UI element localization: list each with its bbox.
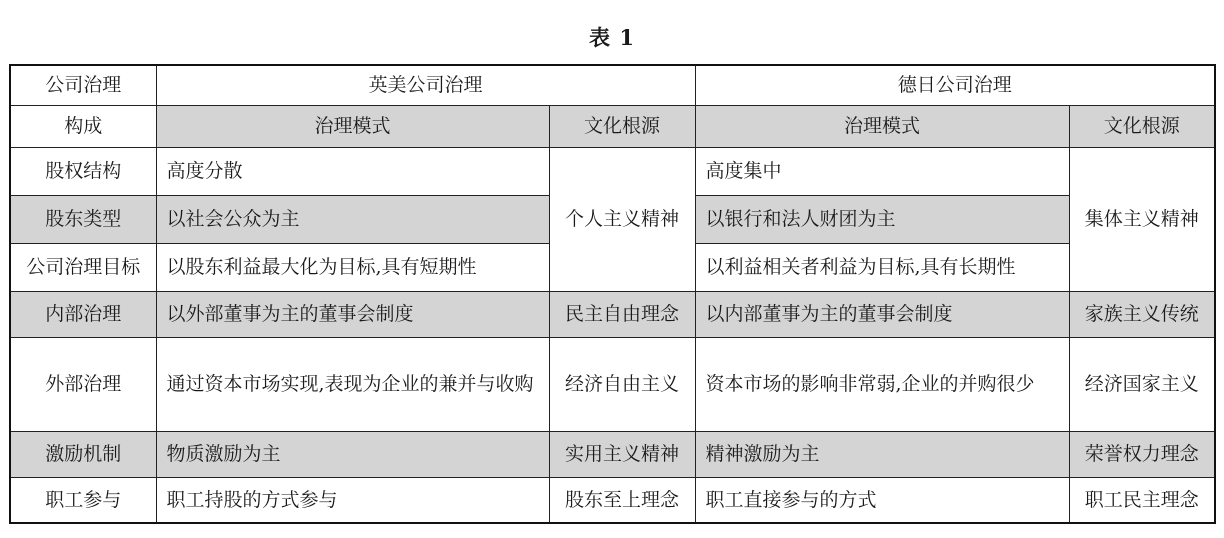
anglo-culture-cell: 股东至上理念 <box>549 477 695 523</box>
anglo-culture-cell: 民主自由理念 <box>549 291 695 337</box>
german-mode-cell: 以利益相关者利益为目标,具有长期性 <box>695 243 1069 291</box>
anglo-mode-cell: 以社会公众为主 <box>156 195 549 243</box>
anglo-culture-cell: 经济自由主义 <box>549 337 695 431</box>
anglo-mode-cell: 通过资本市场实现,表现为企业的兼并与收购 <box>156 337 549 431</box>
row-label: 外部治理 <box>10 337 156 431</box>
group-header-anglo: 英美公司治理 <box>156 65 695 105</box>
german-mode-cell: 资本市场的影响非常弱,企业的并购很少 <box>695 337 1069 431</box>
subheader-german-culture: 文化根源 <box>1069 105 1215 147</box>
row-label-header-bottom: 构成 <box>10 105 156 147</box>
anglo-mode-cell: 高度分散 <box>156 147 549 195</box>
german-culture-cell: 职工民主理念 <box>1069 477 1215 523</box>
german-culture-cell: 经济国家主义 <box>1069 337 1215 431</box>
row-label: 职工参与 <box>10 477 156 523</box>
german-culture-merged-cell: 集体主义精神 <box>1069 147 1215 291</box>
header-row-2 <box>10 105 1215 147</box>
subheader-anglo-culture: 文化根源 <box>549 105 695 147</box>
table-row <box>10 337 1215 431</box>
row-label: 内部治理 <box>10 291 156 337</box>
table-caption: 表 1 <box>589 25 635 50</box>
table-row <box>10 431 1215 477</box>
row-label-header-top: 公司治理 <box>10 65 156 105</box>
german-mode-cell: 以银行和法人财团为主 <box>695 195 1069 243</box>
table-row <box>10 147 1215 195</box>
table-row <box>10 477 1215 523</box>
german-mode-cell: 职工直接参与的方式 <box>695 477 1069 523</box>
german-mode-cell: 高度集中 <box>695 147 1069 195</box>
anglo-mode-cell: 职工持股的方式参与 <box>156 477 549 523</box>
german-culture-cell: 家族主义传统 <box>1069 291 1215 337</box>
table-row <box>10 291 1215 337</box>
header-row-1 <box>10 65 1215 105</box>
anglo-mode-cell: 以外部董事为主的董事会制度 <box>156 291 549 337</box>
group-header-german: 德日公司治理 <box>695 65 1215 105</box>
row-label: 股东类型 <box>10 195 156 243</box>
row-label: 公司治理目标 <box>10 243 156 291</box>
subheader-anglo-mode: 治理模式 <box>156 105 549 147</box>
anglo-culture-cell: 实用主义精神 <box>549 431 695 477</box>
subheader-german-mode: 治理模式 <box>695 105 1069 147</box>
german-culture-cell: 荣誉权力理念 <box>1069 431 1215 477</box>
anglo-culture-merged-cell: 个人主义精神 <box>549 147 695 291</box>
german-mode-cell: 以内部董事为主的董事会制度 <box>695 291 1069 337</box>
governance-comparison-table <box>9 64 1216 524</box>
german-mode-cell: 精神激励为主 <box>695 431 1069 477</box>
anglo-mode-cell: 以股东利益最大化为目标,具有短期性 <box>156 243 549 291</box>
row-label: 激励机制 <box>10 431 156 477</box>
row-label: 股权结构 <box>10 147 156 195</box>
anglo-mode-cell: 物质激励为主 <box>156 431 549 477</box>
